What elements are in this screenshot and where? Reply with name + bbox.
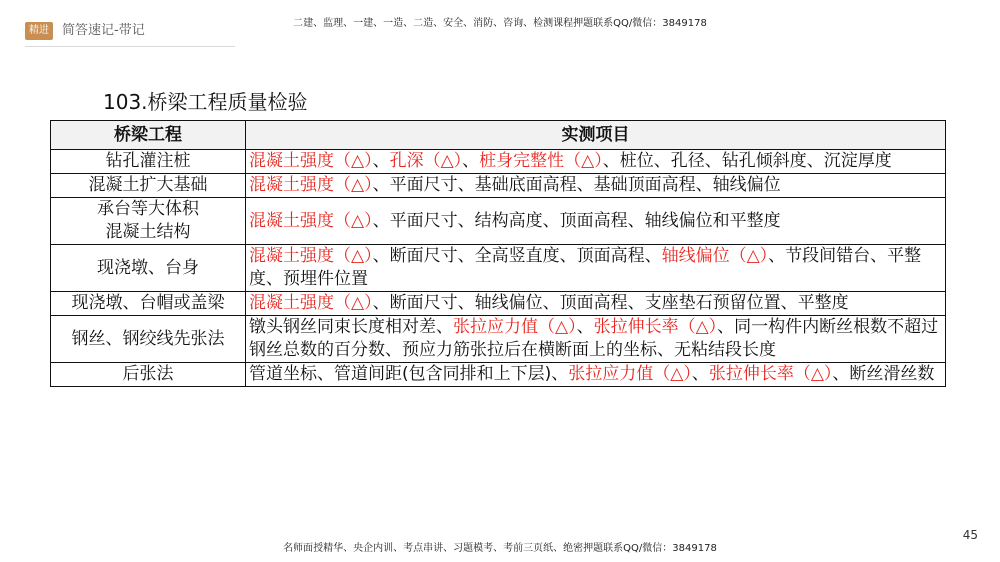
item-text: 、平面尺寸、结构高度、顶面高程、轴线偏位和平整度: [372, 210, 781, 231]
key-item-text: 张拉应力值（△）: [568, 364, 692, 384]
table-row: [51, 292, 946, 316]
project-name-line: 后张法: [122, 364, 174, 384]
measured-items-cell: [246, 174, 946, 198]
project-cell: [51, 198, 246, 245]
item-text: 、: [576, 317, 594, 337]
item-text: 管道坐标、管道间距(包含同排和上下层)、: [249, 364, 569, 384]
project-name-line: 混凝土扩大基础: [88, 175, 208, 195]
header-divider: [25, 46, 235, 47]
project-cell: [51, 245, 246, 292]
brand-name: 简答速记-带记: [62, 23, 145, 38]
key-item-text: 混凝土强度（△）: [249, 210, 373, 231]
table-row: [51, 245, 946, 292]
measured-items-cell: [246, 292, 946, 316]
key-item-text: 张拉伸长率（△）: [593, 317, 718, 337]
project-cell: [51, 292, 246, 316]
page-number: 45: [962, 528, 978, 542]
key-item-text: 混凝土强度（△）: [249, 175, 373, 195]
project-name-line: 现浇墩、台身: [97, 257, 199, 278]
table-row: [51, 174, 946, 198]
measured-items-cell: [246, 316, 946, 363]
project-name-line: 混凝土结构: [105, 222, 191, 242]
project-cell: [51, 174, 246, 198]
project-name-line: 钢丝、钢绞线先张法: [71, 328, 225, 349]
table-row: [51, 198, 946, 245]
page-title: 103.桥梁工程质量检验: [103, 90, 308, 114]
item-text: 、: [462, 151, 480, 171]
measured-items-cell: [246, 150, 946, 174]
table-row: [51, 150, 946, 174]
table-header-row: [51, 121, 946, 150]
brand-logo: 精进: [25, 22, 53, 40]
item-text: 、断丝滑丝数: [832, 364, 935, 384]
column-header-items: 实测项目: [246, 121, 946, 150]
item-text: 、同一构件内断丝根数不超过钢丝总数的百分数、预应力筋张拉后在横断面上的坐标、无粘结段长度: [249, 317, 939, 360]
item-text: 、断面尺寸、轴线偏位、顶面高程、支座垫石预留位置、平整度: [372, 293, 849, 313]
measured-items-cell: [246, 198, 946, 245]
item-text: 、: [372, 151, 390, 171]
bottom-banner: 名师面授精华、央企内训、考点串讲、习题模考、考前三页纸、绝密押题联系QQ/微信：3849178: [283, 543, 717, 554]
item-text: 、平面尺寸、基础底面高程、基础顶面高程、轴线偏位: [372, 175, 781, 195]
project-name-line: 承台等大体积: [97, 199, 199, 219]
project-cell: [51, 150, 246, 174]
project-name-line: 现浇墩、台帽或盖梁: [71, 293, 225, 313]
key-item-text: 张拉应力值（△）: [453, 317, 577, 337]
table-row: [51, 363, 946, 387]
key-item-text: 混凝土强度（△）: [249, 293, 373, 313]
item-text: 、: [691, 364, 709, 384]
measured-items-cell: [246, 245, 946, 292]
inspection-table: [50, 120, 946, 387]
key-item-text: 孔深（△）: [389, 151, 463, 171]
project-cell: [51, 363, 246, 387]
measured-items-cell: [246, 363, 946, 387]
item-text: 、桩位、孔径、钻孔倾斜度、沉淀厚度: [602, 151, 892, 171]
top-banner: 二建、监理、一建、一造、二造、安全、消防、咨询、检测课程押题联系QQ/微信：3849178: [293, 18, 707, 29]
key-item-text: 混凝土强度（△）: [249, 246, 373, 266]
key-item-text: 张拉伸长率（△）: [708, 364, 833, 384]
project-cell: [51, 316, 246, 363]
table-row: [51, 316, 946, 363]
key-item-text: 桩身完整性（△）: [479, 151, 603, 171]
column-header-project: 桥梁工程: [51, 121, 246, 150]
key-item-text: 轴线偏位（△）: [661, 246, 769, 266]
item-text: 、节段间错台、平整度、预埋件位置: [249, 246, 922, 289]
item-text: 镦头钢丝同束长度相对差、: [249, 317, 453, 337]
item-text: 、断面尺寸、全高竖直度、顶面高程、: [372, 246, 662, 266]
key-item-text: 混凝土强度（△）: [249, 151, 373, 171]
project-name-line: 钻孔灌注桩: [105, 151, 191, 171]
